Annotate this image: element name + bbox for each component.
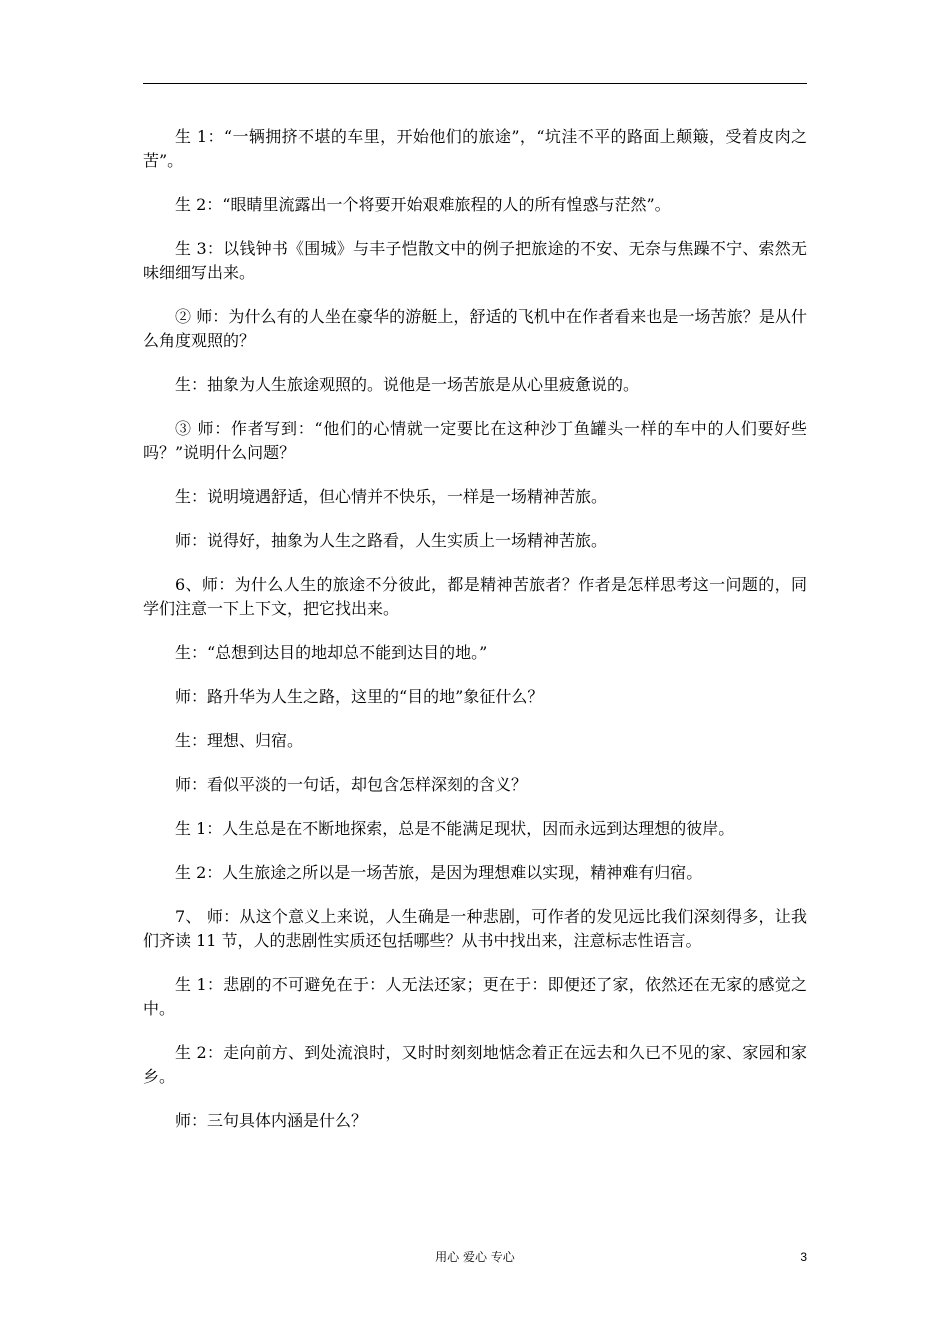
- paragraph: 生：理想、归宿。: [175, 731, 304, 750]
- paragraph: 师：说得好，抽象为人生之路看，人生实质上一场精神苦旅。: [175, 531, 608, 550]
- paragraph: 生 2：走向前方、到处流浪时，又时时刻刻地惦念着正在远去和久已不见的家、家园和家乡。: [143, 1043, 807, 1086]
- paragraph: 7、 师：从这个意义上来说，人生确是一种悲剧，可作者的发见远比我们深刻得多，让我们齐读 11 节，人的悲剧性实质还包括哪些？从书中找出来，注意标志性语言。: [143, 907, 807, 950]
- page-number: 3: [800, 1250, 807, 1264]
- paragraph: 生：抽象为人生旅途观照的。说他是一场苦旅是从心里疲惫说的。: [175, 375, 640, 394]
- paragraph: 生 1：人生总是在不断地探索，总是不能满足现状，因而永远到达理想的彼岸。: [175, 819, 735, 838]
- header-rule: [143, 83, 807, 84]
- paragraph: ③ 师：作者写到：“他们的心情就一定要比在这种沙丁鱼罐头一样的车中的人们要好些吗？”说明什么问题？: [143, 419, 807, 462]
- paragraph: 生：“总想到达目的地却总不能到达目的地。”: [175, 643, 488, 662]
- paragraph: 师：路升华为人生之路，这里的“目的地”象征什么？: [175, 687, 544, 706]
- paragraph: 生：说明境遇舒适，但心情并不快乐，一样是一场精神苦旅。: [175, 487, 608, 506]
- paragraph: 生 2：“眼睛里流露出一个将要开始艰难旅程的人的所有惶惑与茫然”。: [175, 195, 671, 214]
- paragraph: 师：三句具体内涵是什么？: [175, 1111, 368, 1130]
- footer-slogan: 用心 爱心 专心: [435, 1250, 515, 1264]
- paragraph: 生 1：悲剧的不可避免在于：人无法还家；更在于：即便还了家，依然还在无家的感觉之中。: [143, 975, 807, 1018]
- paragraph: 生 3：以钱钟书《围城》与丰子恺散文中的例子把旅途的不安、无奈与焦躁不宁、索然无味细细写出来。: [143, 239, 807, 282]
- document-body: [143, 125, 807, 1153]
- paragraph: ② 师：为什么有的人坐在豪华的游艇上，舒适的飞机中在作者看来也是一场苦旅？是从什么角度观照的？: [143, 307, 807, 350]
- paragraph: 师：看似平淡的一句话，却包含怎样深刻的含义？: [175, 775, 528, 794]
- paragraph: 6、师：为什么人生的旅途不分彼此，都是精神苦旅者？作者是怎样思考这一问题的，同学们注意一下上下文，把它找出来。: [143, 575, 807, 618]
- paragraph: 生 2：人生旅途之所以是一场苦旅，是因为理想难以实现，精神难有归宿。: [175, 863, 703, 882]
- paragraph: 生 1：“一辆拥挤不堪的车里，开始他们的旅途”，“坑洼不平的路面上颠簸，受着皮肉之苦”。: [143, 127, 807, 170]
